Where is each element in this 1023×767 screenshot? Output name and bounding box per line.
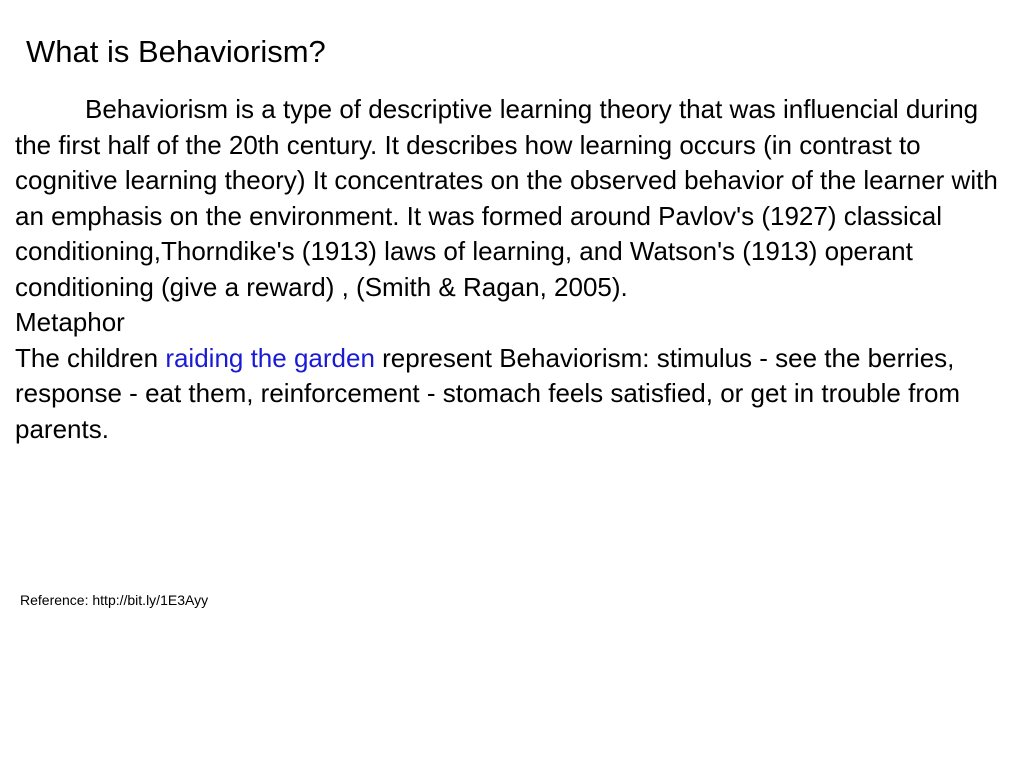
reference-note: Reference: http://bit.ly/1E3Ayy — [20, 592, 209, 608]
metaphor-heading: Metaphor — [15, 307, 125, 337]
slide-body — [15, 92, 1005, 447]
intro-paragraph-text: Behaviorism is a type of descriptive learning theory that was influencial during the first half of the 20th century. It describes how learning occurs (in contrast to cognitive learning theory) It concentrates on the observed behavior of the learner with an emphasis on the environment. It was formed around Pavlov's (1927) classical conditioning,Thorndike's (1913) laws of learning, and Watson's (1913) operant conditioning (give a reward) , (Smith & Ragan, 2005). — [15, 94, 998, 302]
metaphor-text — [15, 341, 1005, 448]
raiding-the-garden-link[interactable]: raiding the garden — [165, 342, 375, 373]
slide-title: What is Behaviorism? — [26, 34, 326, 69]
intro-paragraph — [15, 94, 998, 302]
metaphor-suffix: represent Behaviorism: stimulus - see the berries, response - eat them, reinforcement - stomach feels satisfied, or get in trouble from parents. — [15, 342, 961, 444]
metaphor-prefix: The children — [15, 342, 166, 373]
